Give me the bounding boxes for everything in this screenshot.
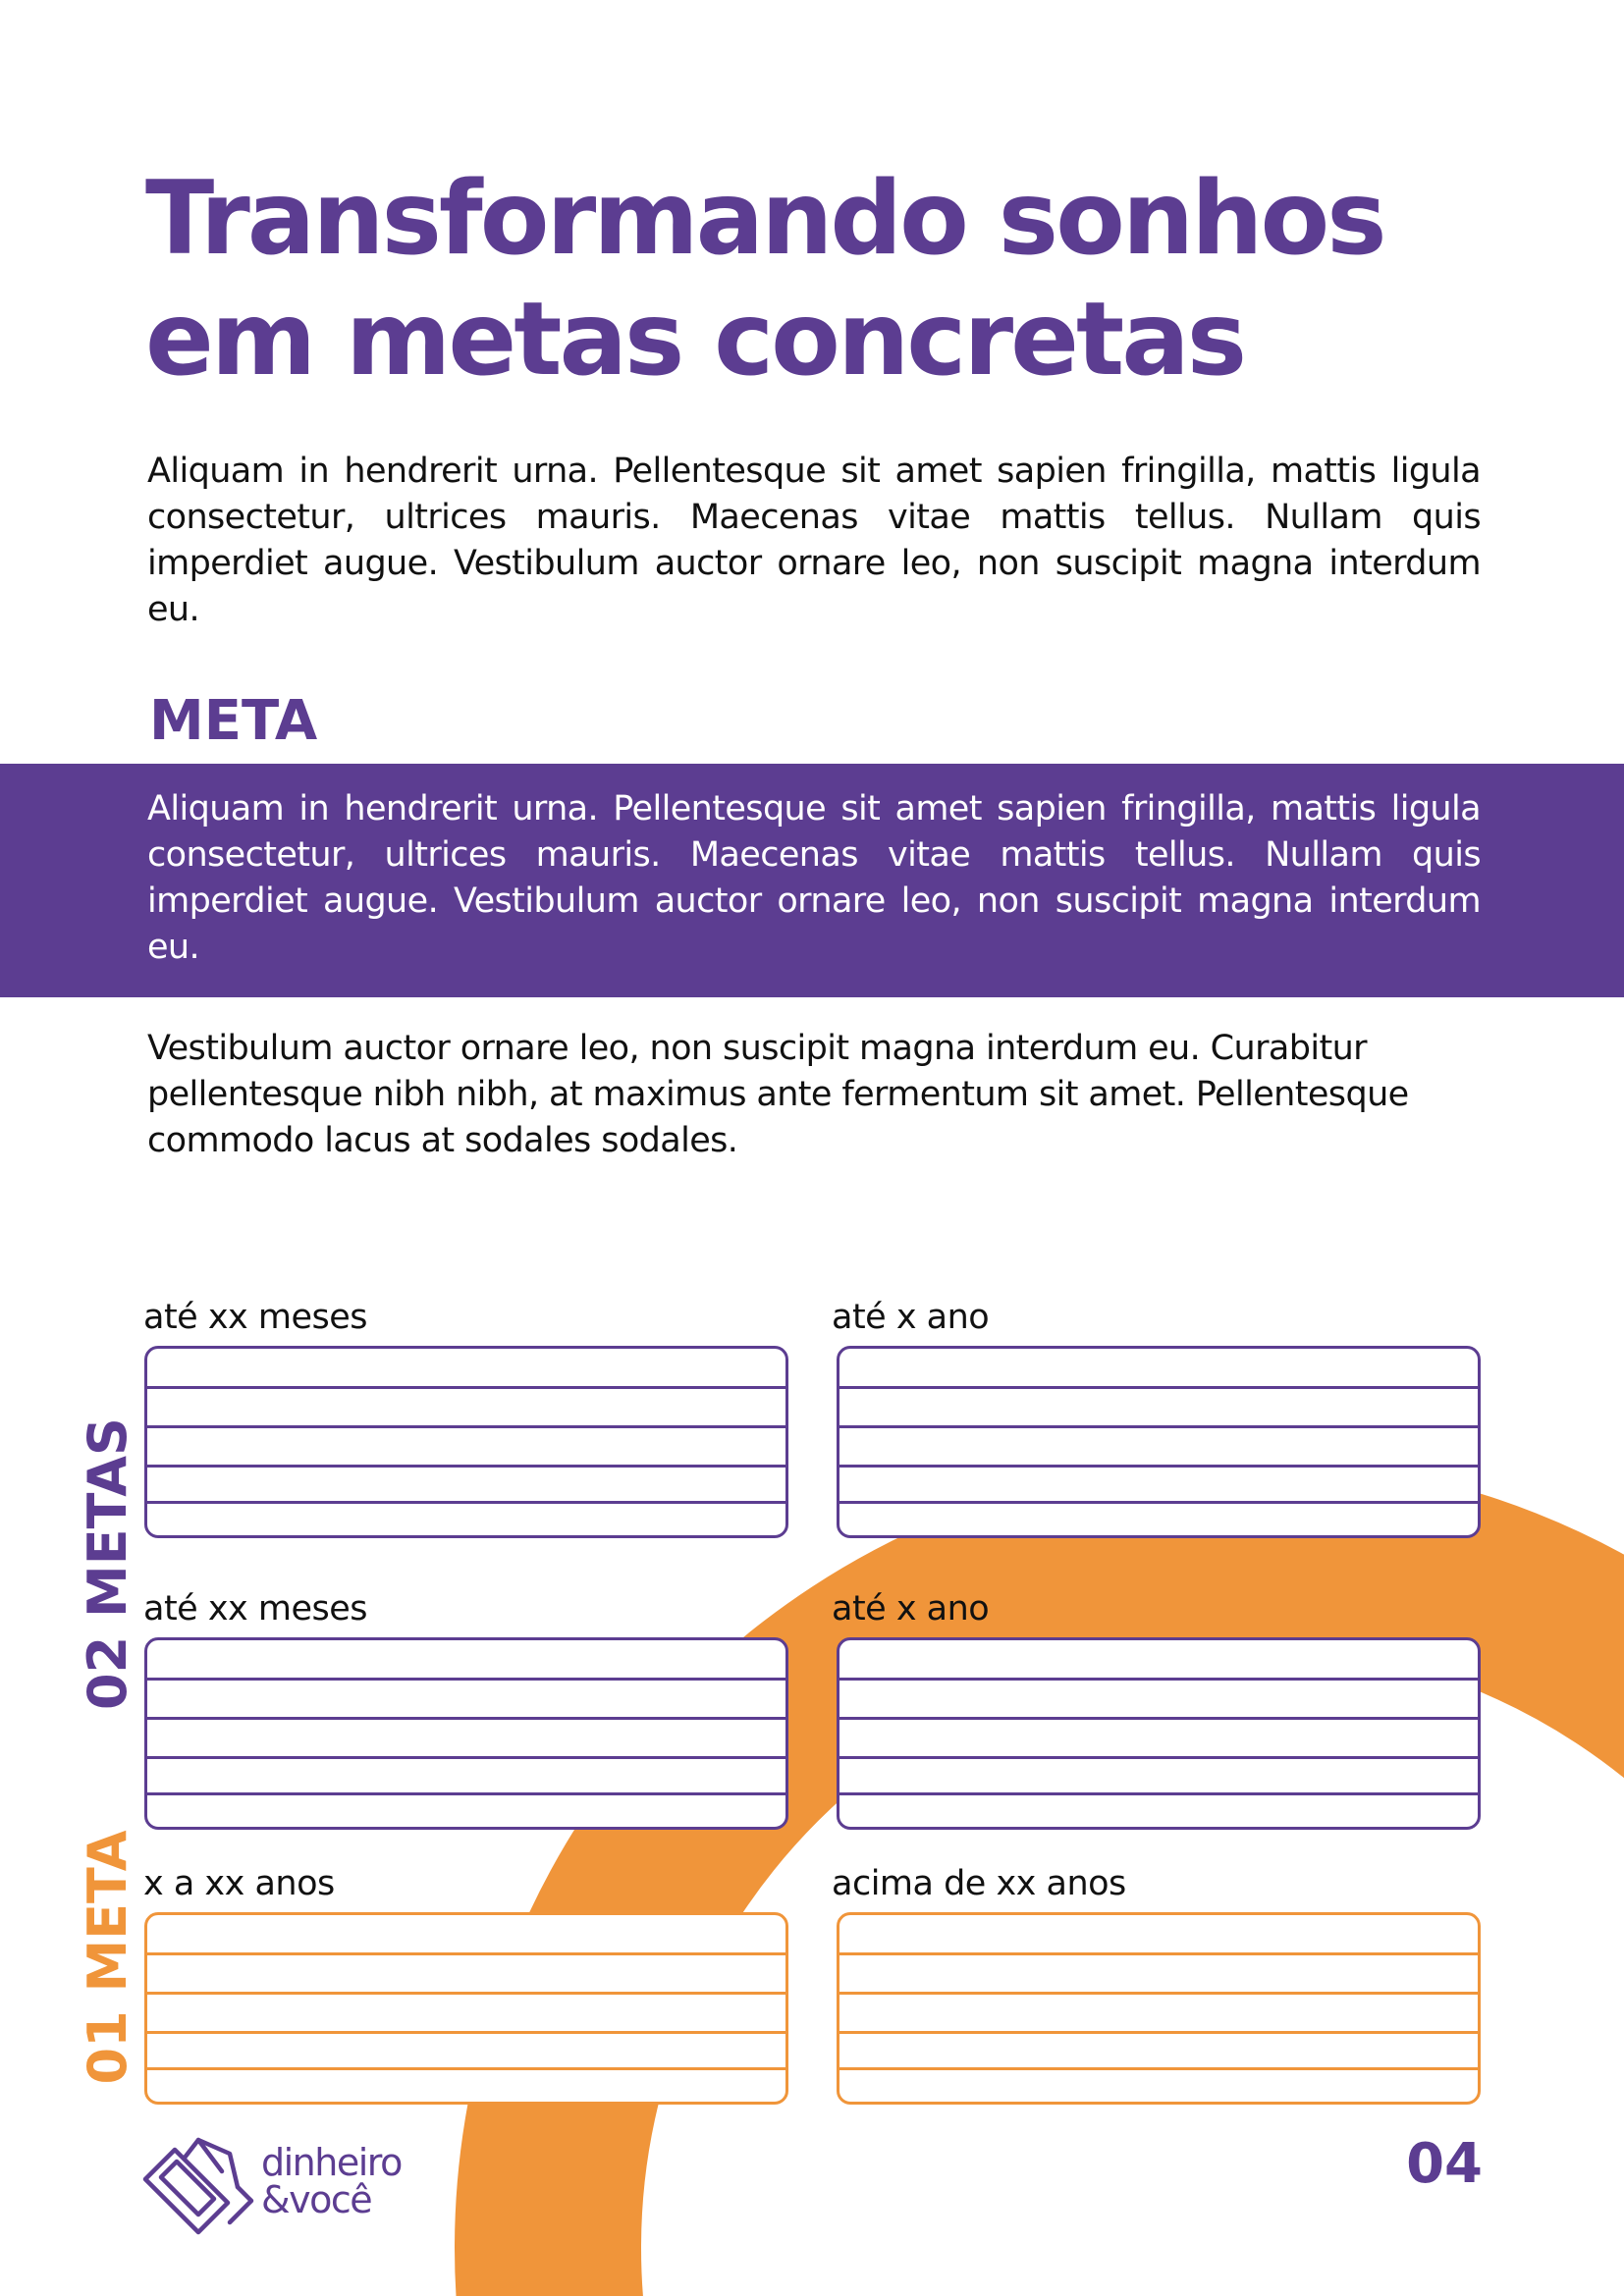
writing-line [839, 1501, 1478, 1504]
page-title [145, 159, 1500, 400]
highlight-band-text: Aliquam in hendrerit urna. Pellentesque sit amet sapien fringilla, mattis ligula consectetur, ultrices mauris. Maecenas vitae mattis tellus. Nullam quis imperdiet augue. Vestibulum auctor ornare leo, non suscipit magna interdum eu. [147, 789, 1481, 967]
writing-line [839, 1465, 1478, 1468]
goal-box-label: até xx meses [143, 1298, 368, 1337]
page-number: 04 [1406, 2132, 1483, 2196]
writing-line [839, 1992, 1478, 1995]
writing-line [839, 1792, 1478, 1795]
brand-logo-wordmark [261, 2141, 402, 2221]
side-label-two-goals: 02 METAS [77, 1417, 138, 1710]
goal-writing-box[interactable] [837, 1637, 1481, 1830]
goal-writing-box[interactable] [144, 1637, 788, 1830]
goal-box-label: x a xx anos [143, 1864, 335, 1903]
writing-line [839, 2067, 1478, 2070]
writing-line [147, 1465, 785, 1468]
side-label-one-goal: 01 META [77, 1830, 138, 2085]
writing-line [147, 1756, 785, 1759]
writing-line [839, 1386, 1478, 1389]
writing-line [147, 1386, 785, 1389]
writing-line [147, 2031, 785, 2034]
writing-line [147, 1952, 785, 1955]
goal-box-label: acima de xx anos [832, 1864, 1126, 1903]
writing-line [147, 1992, 785, 1995]
goal-writing-box[interactable] [144, 1912, 788, 2105]
title-line-1: Transformando sonhos [145, 160, 1384, 278]
writing-line [839, 1756, 1478, 1759]
writing-line [147, 1717, 785, 1720]
writing-line [839, 2031, 1478, 2034]
goal-box-label: até xx meses [143, 1589, 368, 1629]
writing-line [839, 1678, 1478, 1681]
goal-writing-box[interactable] [837, 1912, 1481, 2105]
logo-line-1: dinheiro [261, 2141, 402, 2184]
writing-line [147, 2067, 785, 2070]
writing-line [147, 1678, 785, 1681]
writing-line [147, 1501, 785, 1504]
goal-box-label: até x ano [832, 1298, 990, 1337]
writing-line [147, 1425, 785, 1428]
logo-line-2: &você [261, 2178, 372, 2221]
goal-writing-box[interactable] [837, 1346, 1481, 1538]
writing-line [839, 1425, 1478, 1428]
meta-heading: META [149, 689, 318, 753]
writing-line [839, 1952, 1478, 1955]
title-line-2: em metas concretas [145, 281, 1245, 399]
brand-logo-icon [141, 2132, 259, 2240]
outro-paragraph: Vestibulum auctor ornare leo, non suscipit magna interdum eu. Curabitur pellentesque nibh nibh, at maximus ante fermentum sit amet. Pellentesque commodo lacus at sodales sodales. [147, 1029, 1409, 1160]
goal-writing-box[interactable] [144, 1346, 788, 1538]
intro-paragraph: Aliquam in hendrerit urna. Pellentesque sit amet sapien fringilla, mattis ligula consectetur, ultrices mauris. Maecenas vitae mattis tellus. Nullam quis imperdiet augue. Vestibulum auctor ornare leo, non suscipit magna interdum eu. [147, 452, 1481, 629]
writing-line [839, 1717, 1478, 1720]
writing-line [147, 1792, 785, 1795]
goal-box-label: até x ano [832, 1589, 990, 1629]
